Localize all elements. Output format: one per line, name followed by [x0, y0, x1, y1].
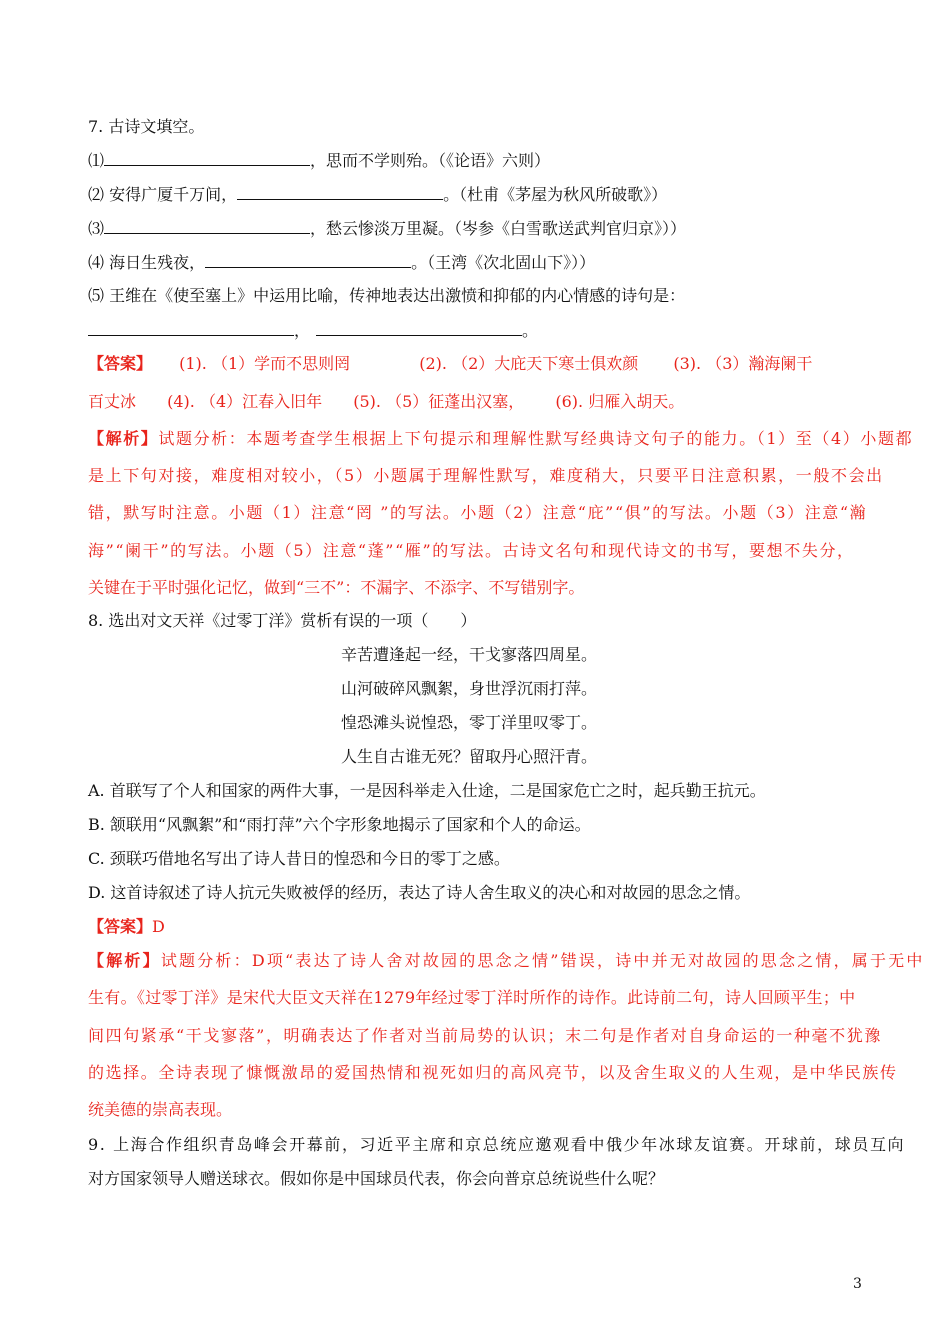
q7-analysis-label: 【解析】	[88, 429, 159, 448]
q7-item-5-blanks	[88, 320, 538, 341]
q7-blank-4[interactable]	[205, 252, 411, 268]
page-number: 3	[853, 1276, 862, 1292]
q7-analysis-line-5: 关键在于平时强化记忆，做到“三不”：不漏字、不添字、不写错别字。	[88, 578, 585, 597]
q7-blank-5a[interactable]	[88, 320, 294, 336]
q8-option-a: A. 首联写了个人和国家的两件大事，一是因科举走入仕途，二是国家危亡之时，起兵勤王抗元。	[88, 781, 766, 800]
q8-option-d: D. 这首诗叙述了诗人抗元失败被俘的经历，表达了诗人舍生取义的决心和对故园的思念之情。	[88, 883, 751, 902]
q8-analysis-line-4: 的选择。全诗表现了慷慨激昂的爱国热情和视死如归的高风亮节，以及舍生取义的人生观，是中华民族传	[88, 1063, 898, 1082]
q7-item-3-text: ，愁云惨淡万里凝。（岑参《白雪歌送武判官归京》））	[310, 219, 687, 238]
q7-item-5: ⑸ 王维在《使至塞上》中运用比喻，传神地表达出激愤和抑郁的内心情感的诗句是：	[88, 286, 686, 305]
q7-item-4-before: ⑷ 海日生残夜，	[88, 253, 206, 272]
q7-answer-3: (3). （3）瀚海阑干	[673, 354, 813, 373]
q7-answer-1: (1). （1）学而不思则罔	[179, 354, 351, 373]
q7-item-4	[88, 252, 595, 273]
q8-analysis-line-2: 生有。《过零丁洋》是宋代大臣文天祥在1279年经过零丁洋时所作的诗作。此诗前二句，诗人回顾平生；中	[88, 988, 856, 1007]
q8-analysis-line-5: 统美德的崇高表现。	[88, 1100, 233, 1119]
q7-answer-5: (5). （5）征蓬出汉塞，	[353, 392, 525, 411]
q7-answer-line-2	[88, 392, 684, 412]
q7-item-1-text: ，思而不学则殆。（《论语》六则）	[310, 151, 551, 170]
q8-analysis-line-3: 间四句紧承“干戈寥落”，明确表达了作者对当前局势的认识；末二句是作者对自身命运的一种毫不犹豫	[88, 1026, 882, 1045]
q7-item-2-before: ⑵ 安得广厦千万间，	[88, 185, 238, 204]
q7-analysis-line-4: 海”“阑干”的写法。小题（5）注意“蓬”“雁”的写法。古诗文名句和现代诗文的书写，要想不失分，	[88, 541, 855, 560]
q9-line-1: 9. 上海合作组织青岛峰会开幕前，习近平主席和京总统应邀观看中俄少年冰球友谊赛。开球前，球员互向	[88, 1135, 906, 1154]
q8-poem-line-2: 山河破碎风飘絮，身世浮沉雨打萍。	[341, 679, 598, 698]
q7-item-5-end: 。	[522, 321, 539, 340]
q8-option-b: B. 颔联用“风飘絮”和“雨打萍”六个字形象地揭示了国家和个人的命运。	[88, 815, 591, 834]
q8-analysis-line-1	[88, 951, 925, 971]
q7-item-5-sep: ，	[294, 321, 311, 340]
q7-answer-6: (6). 归雁入胡天。	[555, 392, 685, 411]
q7-answer-4: (4). （4）江春入旧年	[167, 392, 323, 411]
q7-title: 7. 古诗文填空。	[88, 117, 205, 136]
q7-blank-3[interactable]	[104, 218, 310, 234]
q7-analysis-line-1	[88, 429, 913, 449]
q7-blank-1[interactable]	[104, 150, 310, 166]
q7-answer-3b: 百丈冰	[88, 392, 137, 411]
q7-answer-2: (2). （2）大庇天下寒士俱欢颜	[419, 354, 639, 373]
q8-poem-line-1: 辛苦遭逢起一经，干戈寥落四周星。	[341, 645, 598, 664]
q9-line-2: 对方国家领导人赠送球衣。假如你是中国球员代表，你会向普京总统说些什么呢？	[88, 1169, 665, 1188]
q8-poem-line-4: 人生自古谁无死？留取丹心照汗青。	[341, 747, 598, 766]
q8-title: 8. 选出对文天祥《过零丁洋》赏析有误的一项（ ）	[88, 611, 477, 630]
q8-analysis-label: 【解析】	[88, 951, 161, 970]
q7-item-2	[88, 184, 667, 205]
q7-analysis-line-2: 是上下句对接，难度相对较小，（5）小题属于理解性默写，难度稍大，只要平日注意积累，一般不会出	[88, 466, 884, 485]
q7-blank-2[interactable]	[237, 184, 443, 200]
q7-item-3	[88, 218, 686, 239]
q8-answer-label: 【答案】	[88, 917, 153, 936]
q8-answer	[88, 917, 165, 937]
q7-analysis-text-1: 试题分析：本题考查学生根据上下句提示和理解性默写经典诗文句子的能力。（1）至（4）小题都	[158, 429, 914, 448]
q7-item-1-num: ⑴	[88, 151, 105, 170]
q7-item-3-num: ⑶	[88, 219, 105, 238]
q7-blank-5b[interactable]	[316, 320, 522, 336]
q7-answer-line-1	[88, 354, 812, 374]
q7-answer-label: 【答案】	[88, 354, 153, 373]
q8-poem-line-3: 惶恐滩头说惶恐，零丁洋里叹零丁。	[341, 713, 598, 732]
q7-analysis-line-3: 错，默写时注意。小题（1）注意“罔 ”的写法。小题（2）注意“庇”“俱”的写法。小题（3）注意“瀚	[88, 503, 868, 522]
q8-analysis-text-1: 试题分析：D项“表达了诗人舍对故园的思念之情”错误，诗中并无对故园的思念之情，属于无中	[160, 951, 925, 970]
q7-item-1	[88, 150, 550, 171]
q8-answer-value: D	[152, 917, 165, 936]
q7-item-2-text: 。（杜甫《茅屋为秋风所破歌》）	[443, 185, 668, 204]
q8-option-c: C. 颈联巧借地名写出了诗人昔日的惶恐和今日的零丁之感。	[88, 849, 510, 868]
q7-item-4-text: 。（王湾《次北固山下》））	[411, 253, 596, 272]
